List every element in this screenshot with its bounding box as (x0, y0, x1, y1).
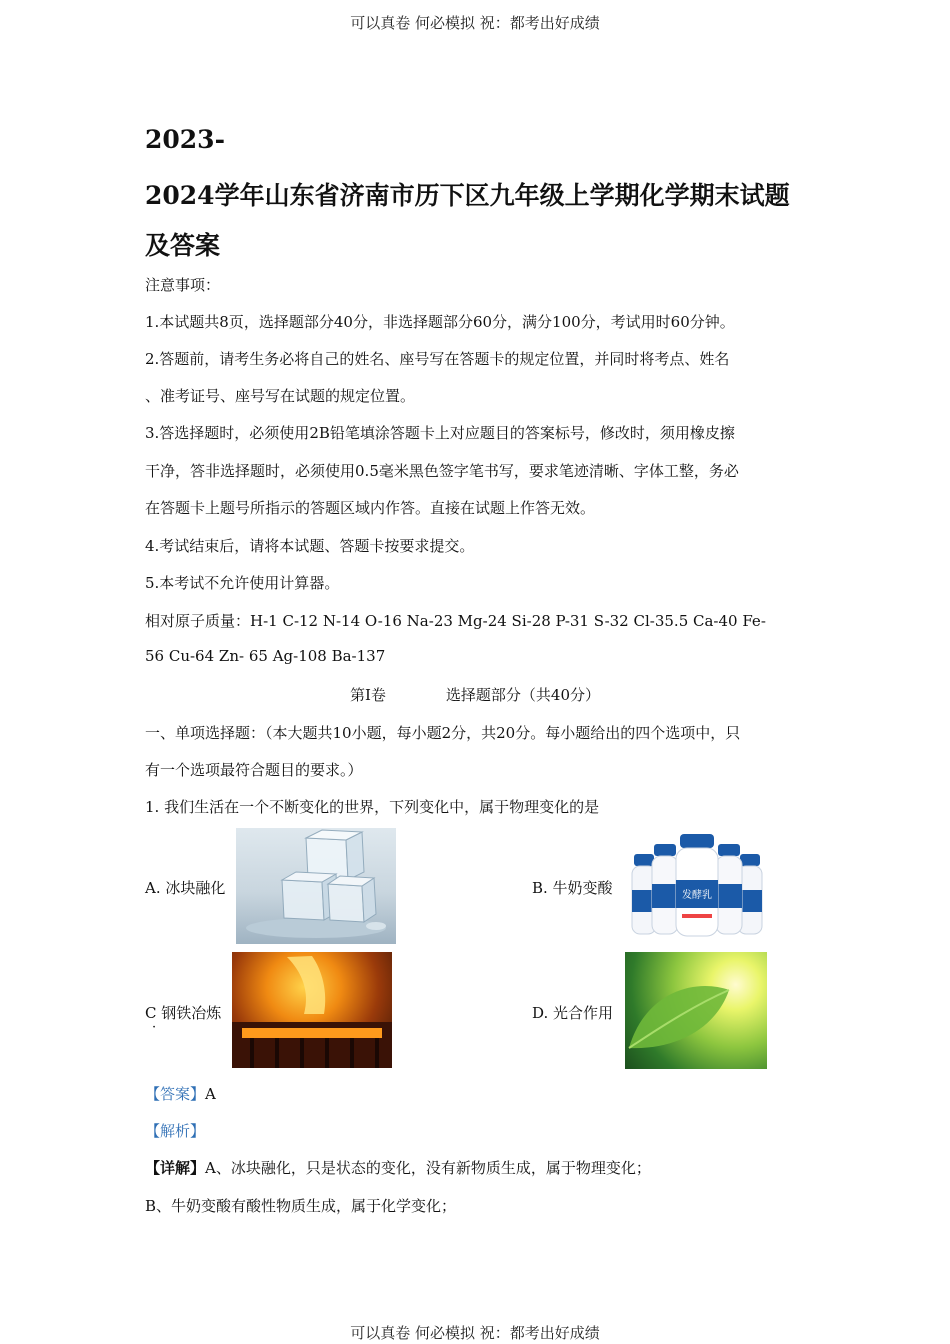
detail-text-2: B、牛奶变酸有酸性物质生成，属于化学变化； (145, 1197, 457, 1215)
detail-line (145, 1157, 651, 1178)
analysis-label: 【解析】 (145, 1122, 206, 1140)
option-b-label: B. 牛奶变酸 (532, 879, 613, 897)
detail-label: 【详解】 (145, 1159, 206, 1177)
notice-line: 5.本考试不允许使用计算器。 (145, 574, 340, 592)
notice-line: 3.答选择题时，必须使用2B铅笔填涂答题卡上对应题目的答案标号，修改时，须用橡皮擦 (145, 424, 735, 442)
notice-line: 1.本试题共8页，选择题部分40分，非选择题部分60分，满分100分，考试用时60分钟。 (145, 313, 735, 331)
option-a-label: A. 冰块融化 (145, 879, 226, 897)
title-line-1: 2023- (145, 125, 225, 154)
option-d-label: D. 光合作用 (532, 1004, 614, 1022)
answer-line (145, 1083, 216, 1104)
answer-value: A (205, 1085, 216, 1103)
notice-line: 在答题卡上题号所指示的答题区域内作答。直接在试题上作答无效。 (145, 499, 596, 517)
title-line-2: 2024学年山东省济南市历下区九年级上学期化学期末试题 (145, 181, 790, 210)
ice-cube-image (236, 828, 396, 944)
photosynthesis-leaf-image (625, 952, 767, 1069)
atomic-mass-line: 56 Cu-64 Zn- 65 Ag-108 Ba-137 (145, 647, 386, 665)
detail-text-1: A、冰块融化，只是状态的变化，没有新物质生成，属于物理变化； (205, 1159, 651, 1177)
steel-smelting-image (232, 952, 392, 1068)
title-line-3: 及答案 (145, 231, 221, 260)
notice-line: 干净，答非选择题时，必须使用0.5毫米黑色签字笔书写，要求笔迹清晰、字体工整，务必 (145, 462, 739, 480)
page-header: 可以真卷 何必模拟 祝：都考出好成绩 (350, 14, 600, 32)
notice-line: 2.答题前，请考生务必将自己的姓名、座号写在答题卡的规定位置，并同时将考点、姓名 (145, 350, 730, 368)
atomic-mass-line: 相对原子质量：H-1 C-12 N-14 O-16 Na-23 Mg-24 Si-28 P-31 S-32 Cl-35.5 Ca-40 Fe- (145, 612, 766, 630)
notice-line: 、准考证号、座号写在试题的规定位置。 (145, 387, 416, 405)
question-stem: 1. 我们生活在一个不断变化的世界，下列变化中，属于物理变化的是 (145, 798, 600, 816)
option-c-dot: · (152, 1020, 157, 1035)
notice-heading: 注意事项： (145, 276, 221, 294)
section-title: 第Ⅰ卷 选择题部分（共40分） (349, 686, 600, 704)
part-intro-line: 有一个选项最符合题目的要求。） (145, 761, 363, 779)
milk-bottles-image (630, 832, 764, 940)
answer-label: 【答案】 (145, 1085, 206, 1103)
page-footer: 可以真卷 何必模拟 祝：都考出好成绩 (350, 1324, 600, 1342)
part-intro-line: 一、单项选择题：（本大题共10小题，每小题2分，共20分。每小题给出的四个选项中，只 (145, 724, 741, 742)
option-c-label: C 钢铁冶炼 (145, 1004, 222, 1022)
bottle-label: 发酵乳 (682, 890, 712, 901)
notice-line: 4.考试结束后，请将本试题、答题卡按要求提交。 (145, 537, 475, 555)
